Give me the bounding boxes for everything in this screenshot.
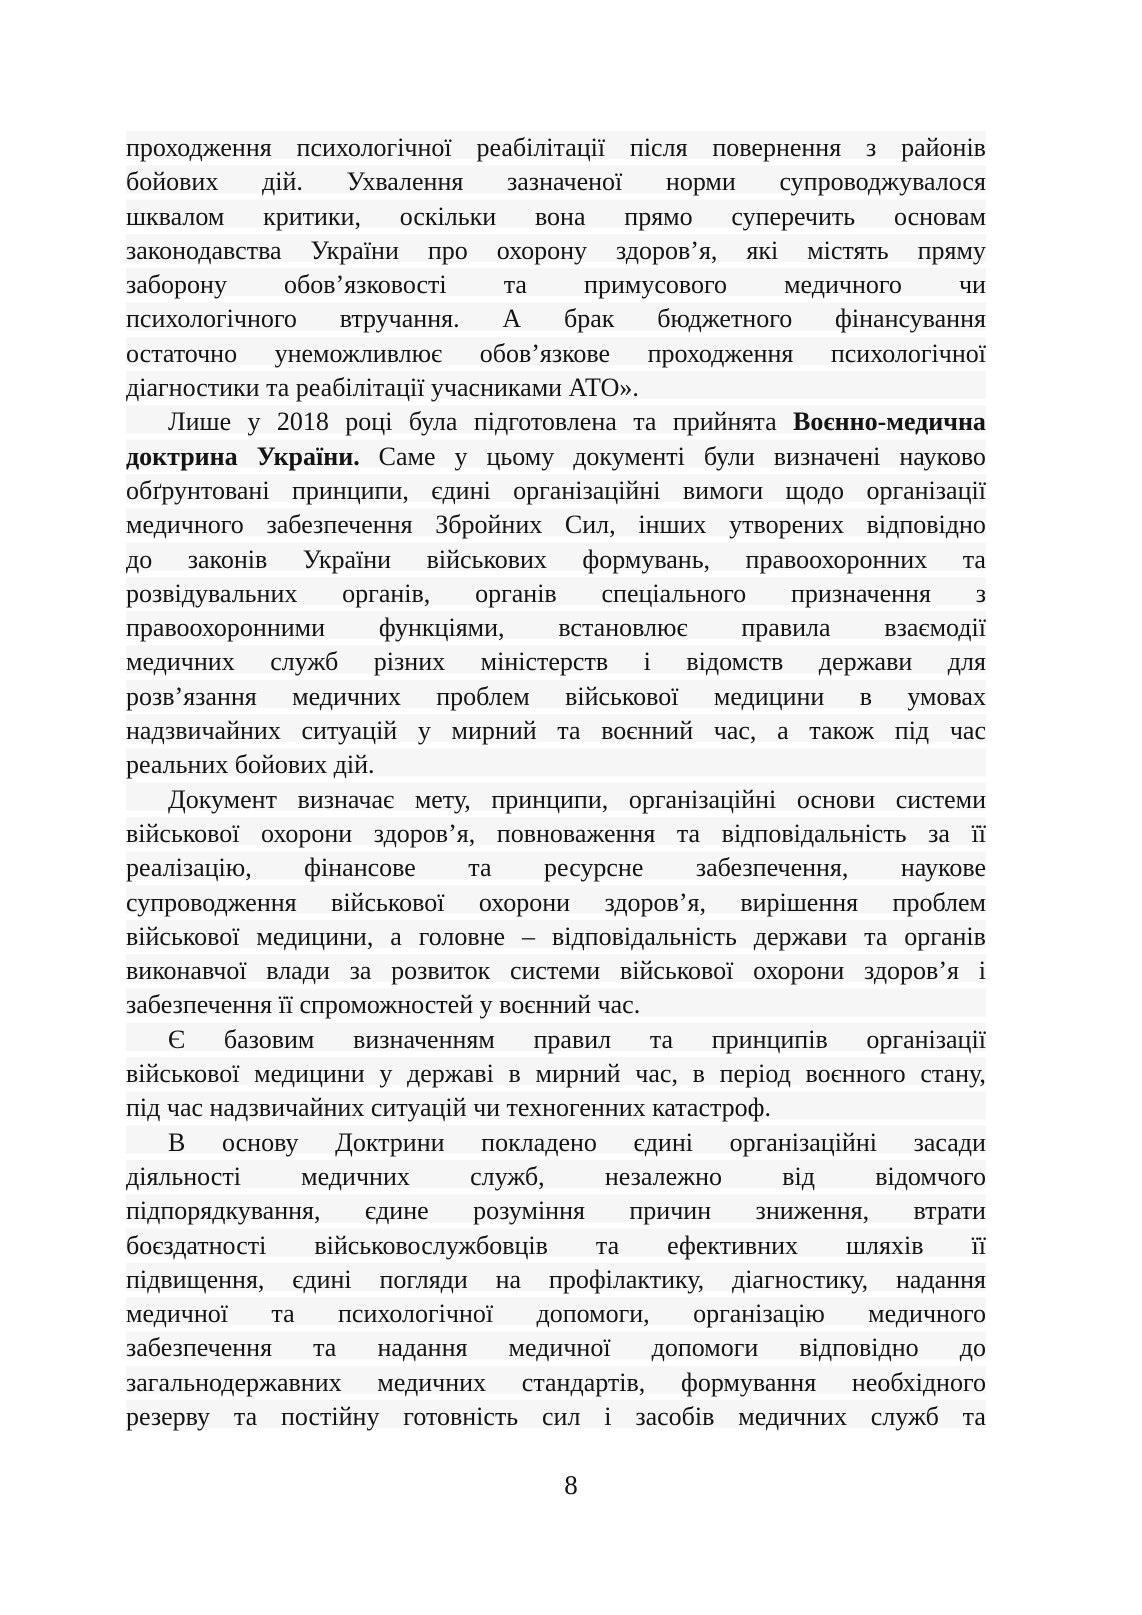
word: правоохоронними (126, 613, 326, 643)
word: заборону (126, 270, 227, 300)
word: основи (796, 784, 876, 814)
word: єдині (292, 1264, 352, 1294)
text-line (126, 234, 986, 268)
word: для (947, 647, 986, 677)
word: підготовлена (473, 407, 617, 437)
word: період (719, 1059, 791, 1089)
word: психологічної (338, 1299, 494, 1329)
text-line (126, 783, 986, 817)
word: була (408, 407, 458, 437)
text-line (126, 165, 986, 199)
word: а (390, 921, 402, 951)
paragraph (126, 1126, 986, 1435)
text-line (126, 1057, 986, 1091)
word: зазначеної (507, 167, 623, 197)
text-line (126, 440, 986, 474)
word: здоров’я, (373, 818, 476, 848)
word: та (313, 1333, 337, 1363)
word: забезпечення (126, 1333, 273, 1363)
text-segment: під час надзвичайних ситуацій чи техногенних катастроф. (126, 1093, 772, 1123)
word: В (168, 1127, 186, 1157)
word: в (692, 1059, 705, 1089)
text-line (126, 577, 986, 611)
word: її (971, 818, 986, 848)
word: відповідно (799, 1333, 919, 1363)
word: оскільки (399, 201, 497, 231)
word: психологічної (830, 338, 986, 368)
word: здоров’я, (604, 887, 706, 917)
word: та (962, 1401, 986, 1431)
word: проходження (126, 133, 272, 162)
word: повернення (712, 133, 842, 162)
word: реалізацію, (126, 853, 252, 883)
word: фінансування (835, 304, 986, 334)
word: відомчого (875, 1161, 986, 1191)
word: Лише (168, 407, 232, 437)
paragraph (126, 405, 986, 782)
word: медичних (377, 1367, 487, 1397)
word: Сил, (564, 510, 616, 540)
word: надання (377, 1333, 468, 1363)
text-line (126, 302, 986, 336)
word: військовослужбовців (314, 1230, 548, 1260)
word: охорони (478, 887, 571, 917)
word: на (495, 1264, 522, 1294)
word: цьому (486, 441, 555, 471)
word: у (247, 407, 261, 437)
word: а (777, 716, 789, 746)
word: ситуацій (301, 716, 398, 746)
word: брак (564, 304, 615, 334)
text-line (126, 337, 986, 371)
word: мирний (451, 716, 537, 746)
word: реабілітації (476, 133, 606, 162)
word: служб (270, 647, 339, 677)
word: державі (407, 1059, 494, 1089)
word: інших (638, 510, 707, 540)
word: допомоги, (536, 1299, 650, 1329)
word: у (454, 441, 468, 471)
text-line (126, 405, 986, 439)
word: та (633, 407, 657, 437)
word: служб, (470, 1161, 545, 1191)
word: Документ (168, 784, 277, 814)
word: час, (713, 716, 757, 746)
word: повноваження (496, 818, 656, 848)
word: визначені (773, 441, 881, 471)
word: та (468, 853, 492, 883)
text-line (126, 1297, 986, 1331)
text-line (126, 817, 986, 851)
word: утворених (729, 510, 844, 540)
word: медицини, (256, 921, 374, 951)
text-line (126, 748, 986, 782)
word: організаційні (628, 784, 777, 814)
word: стандартів, (521, 1367, 646, 1397)
word: забезпечення, (695, 853, 849, 883)
word: сил (542, 1401, 581, 1431)
word: психологічного (126, 304, 297, 334)
paragraph (126, 1023, 986, 1126)
text-line (126, 1160, 986, 1194)
word: основам (893, 201, 986, 231)
page-number: 8 (564, 1470, 578, 1500)
word: проблем (436, 681, 530, 711)
word: з (866, 133, 877, 162)
text-segment: діагностики та реабілітації учасниками АТО». (126, 373, 639, 403)
word: України (310, 235, 399, 265)
word: влади (266, 956, 330, 986)
word: та (503, 270, 527, 300)
word: та (962, 544, 986, 574)
word: медичної (508, 1333, 611, 1363)
word: правоохоронних (745, 544, 928, 574)
word: охорону (496, 235, 588, 265)
text-line (126, 1331, 986, 1365)
word: втручання. (339, 304, 460, 334)
word: охорони (261, 818, 353, 848)
text-line (126, 1091, 986, 1125)
word: Воєнно-медична (793, 407, 986, 437)
word: визначає (297, 784, 395, 814)
word: також (809, 716, 875, 746)
word: медичних (292, 681, 401, 711)
word: діагностику, (731, 1264, 869, 1294)
word: органів (904, 921, 986, 951)
word: принципів (711, 1024, 828, 1054)
word: час, (635, 1059, 678, 1089)
word: організацію (693, 1299, 825, 1329)
text-line (126, 474, 986, 508)
word: надзвичайних (126, 716, 281, 746)
word: бойових (126, 167, 219, 197)
word: медицини (254, 1059, 365, 1089)
text-line (126, 714, 986, 748)
word: принципи, (291, 475, 409, 505)
word: шляхів (846, 1230, 924, 1260)
word: єдині (431, 475, 491, 505)
word: підпорядкування, (126, 1196, 321, 1226)
word: розв’язання (126, 681, 257, 711)
word: забезпечення (266, 510, 413, 540)
word: правил (533, 1024, 612, 1054)
word: загальнодержавних (126, 1367, 342, 1397)
word: наукове (900, 853, 986, 883)
word: встановлює (558, 613, 688, 643)
word: медицини (713, 681, 825, 711)
word: фінансове (304, 853, 416, 883)
text-line (126, 954, 986, 988)
word: шквалом (126, 201, 225, 231)
word: головне (418, 921, 506, 951)
word: військових (426, 544, 547, 574)
word: за (349, 956, 372, 986)
word: органів, (342, 578, 431, 608)
text-line (126, 508, 986, 542)
text-line (126, 131, 986, 165)
word: функціями, (378, 613, 505, 643)
word: проблем (892, 887, 986, 917)
word: супроводжувалося (779, 167, 986, 197)
word: вимоги (682, 475, 764, 505)
word: у (417, 716, 431, 746)
text-line (126, 988, 986, 1022)
word: засади (913, 1127, 986, 1157)
word: щодо (785, 475, 845, 505)
word: з (975, 578, 986, 608)
word: відповідальність (721, 818, 907, 848)
word: ресурсне (544, 853, 644, 883)
word: році (345, 407, 393, 437)
word: єдине (364, 1196, 429, 1226)
word: Ухвалення (346, 167, 464, 197)
text-block (126, 131, 986, 1434)
word: діяльності (126, 1161, 241, 1191)
word: організації (866, 475, 986, 505)
word: взаємодії (884, 613, 986, 643)
word: профілактику, (548, 1264, 705, 1294)
word: основу (221, 1127, 299, 1157)
word: причин (629, 1196, 712, 1226)
word: військової (126, 921, 240, 951)
word: розвиток (391, 956, 491, 986)
word: остаточно (126, 338, 238, 368)
word: вирішення (740, 887, 859, 917)
text-line (126, 268, 986, 302)
text-line (126, 543, 986, 577)
word: та (864, 921, 888, 951)
word: доктрина (126, 441, 238, 471)
word: Доктрини (335, 1127, 445, 1157)
word: пряму (917, 235, 986, 265)
word: містять (807, 235, 889, 265)
word: стану, (920, 1059, 986, 1089)
word: допомоги (651, 1333, 759, 1363)
word: в (859, 681, 872, 711)
word: підвищення, (126, 1264, 265, 1294)
word: України (302, 544, 392, 574)
text-line (126, 200, 986, 234)
word: в (508, 1059, 521, 1089)
word: були (703, 441, 755, 471)
word: надання (895, 1264, 986, 1294)
text-line (126, 1126, 986, 1160)
word: базовим (223, 1024, 315, 1054)
word: норми (665, 167, 736, 197)
word: служб (870, 1401, 939, 1431)
word: необхідного (851, 1367, 986, 1397)
word: медичних (738, 1401, 847, 1431)
word: боєздатності (126, 1230, 267, 1260)
word: ефективних (667, 1230, 799, 1260)
word: розвідувальних (126, 578, 298, 608)
word: формувань, (582, 544, 711, 574)
word: до (959, 1333, 986, 1363)
word: які (746, 235, 779, 265)
word: та (649, 1024, 674, 1054)
word: психологічної (296, 133, 452, 162)
word: медичного (784, 270, 902, 300)
word: та (233, 1401, 258, 1431)
word: держави (753, 921, 848, 951)
word: та (595, 1230, 620, 1260)
word: від (782, 1161, 815, 1191)
word: здоров’я, (616, 235, 718, 265)
word: до (126, 544, 153, 574)
word: дій. (262, 167, 303, 197)
word: формування (681, 1367, 817, 1397)
word: військової (619, 956, 734, 986)
word: спеціального (601, 578, 747, 608)
text-line (126, 1366, 986, 1400)
word: вона (534, 201, 586, 231)
word: органів (475, 578, 557, 608)
word: – (522, 921, 536, 951)
word: охорони (753, 956, 845, 986)
word: воєнного (805, 1059, 906, 1089)
text-line (126, 1229, 986, 1263)
word: засобів (635, 1401, 715, 1431)
word: районів (901, 133, 986, 162)
word: мету, (414, 784, 471, 814)
word: покладено (481, 1127, 597, 1157)
word: проходження (647, 338, 794, 368)
word: критики, (263, 201, 361, 231)
word: прямо (624, 201, 693, 231)
word: зниження, (755, 1196, 870, 1226)
word: України. (256, 441, 360, 471)
word: відповідальність (551, 921, 737, 951)
word: та (557, 716, 581, 746)
word: А (502, 304, 522, 334)
word: суперечить (731, 201, 856, 231)
word: чи (958, 270, 986, 300)
word: воєнний (601, 716, 694, 746)
word: Є (168, 1024, 186, 1054)
text-segment: реальних бойових дій. (126, 750, 375, 780)
word: за (928, 818, 950, 848)
text-line (126, 1023, 986, 1057)
text-line (126, 1194, 986, 1228)
text-line (126, 611, 986, 645)
word: втрати (913, 1196, 986, 1226)
word: Збройних (435, 510, 543, 540)
word: системи (509, 956, 601, 986)
word: військової (126, 1059, 240, 1089)
word: прийнята (672, 407, 777, 437)
word: обов’язкове (479, 338, 611, 368)
word: і (978, 956, 986, 986)
word: системи (895, 784, 986, 814)
word: розуміння (473, 1196, 585, 1226)
word: медичного (126, 510, 244, 540)
word: обов’язковості (284, 270, 447, 300)
word: різних (373, 647, 446, 677)
word: відомств (686, 647, 784, 677)
word: незалежно (604, 1161, 723, 1191)
word: під (894, 716, 930, 746)
word: організаційні (729, 1127, 877, 1157)
word: її (971, 1230, 986, 1260)
word: держави (818, 647, 913, 677)
word: військової (565, 681, 679, 711)
word: призначення (790, 578, 931, 608)
text-line (126, 371, 986, 405)
word: про (427, 235, 468, 265)
word: єдині (633, 1127, 693, 1157)
word: і (604, 1401, 612, 1431)
word: та (271, 1299, 295, 1329)
word: час (949, 716, 986, 746)
word: організаційні (513, 475, 661, 505)
word: мирний (535, 1059, 621, 1089)
word: після (629, 133, 688, 162)
word: військової (126, 818, 240, 848)
word: правила (741, 613, 831, 643)
text-segment: забезпечення її спроможностей у воєнний час. (126, 990, 641, 1020)
word: унеможливлює (274, 338, 443, 368)
word: погляди (379, 1264, 468, 1294)
word: документі (573, 441, 685, 471)
text-line (126, 645, 986, 679)
word: 2018 (276, 407, 329, 437)
word: у (379, 1059, 393, 1089)
word: організації (866, 1024, 986, 1054)
word: і (643, 647, 651, 677)
word: медичної (126, 1299, 229, 1329)
word: законів (187, 544, 268, 574)
paragraph (126, 131, 986, 405)
word: міністерств (480, 647, 609, 677)
word: умовах (907, 681, 986, 711)
word: резерву (126, 1401, 211, 1431)
text-line (126, 886, 986, 920)
word: супроводження (126, 887, 297, 917)
word: обґрунтовані (126, 475, 270, 505)
word: та (676, 818, 701, 848)
word: медичних (301, 1161, 410, 1191)
word: визначенням (353, 1024, 495, 1054)
word: принципи, (491, 784, 609, 814)
word: медичних (126, 647, 235, 677)
word: постійну (280, 1401, 380, 1431)
word: виконавчої (126, 956, 247, 986)
word: Саме (378, 441, 436, 471)
text-line (126, 680, 986, 714)
word: медичного (868, 1299, 986, 1329)
text-line (126, 851, 986, 885)
text-line (126, 1263, 986, 1297)
word: науково (899, 441, 986, 471)
word: готовність (403, 1401, 519, 1431)
paragraph (126, 783, 986, 1023)
word: примусового (584, 270, 727, 300)
word: законодавства (126, 235, 282, 265)
word: військової (331, 887, 445, 917)
word: здоров’я (864, 956, 959, 986)
text-line (126, 1400, 986, 1434)
word: відповідно (866, 510, 986, 540)
text-line (126, 920, 986, 954)
word: бюджетного (657, 304, 793, 334)
